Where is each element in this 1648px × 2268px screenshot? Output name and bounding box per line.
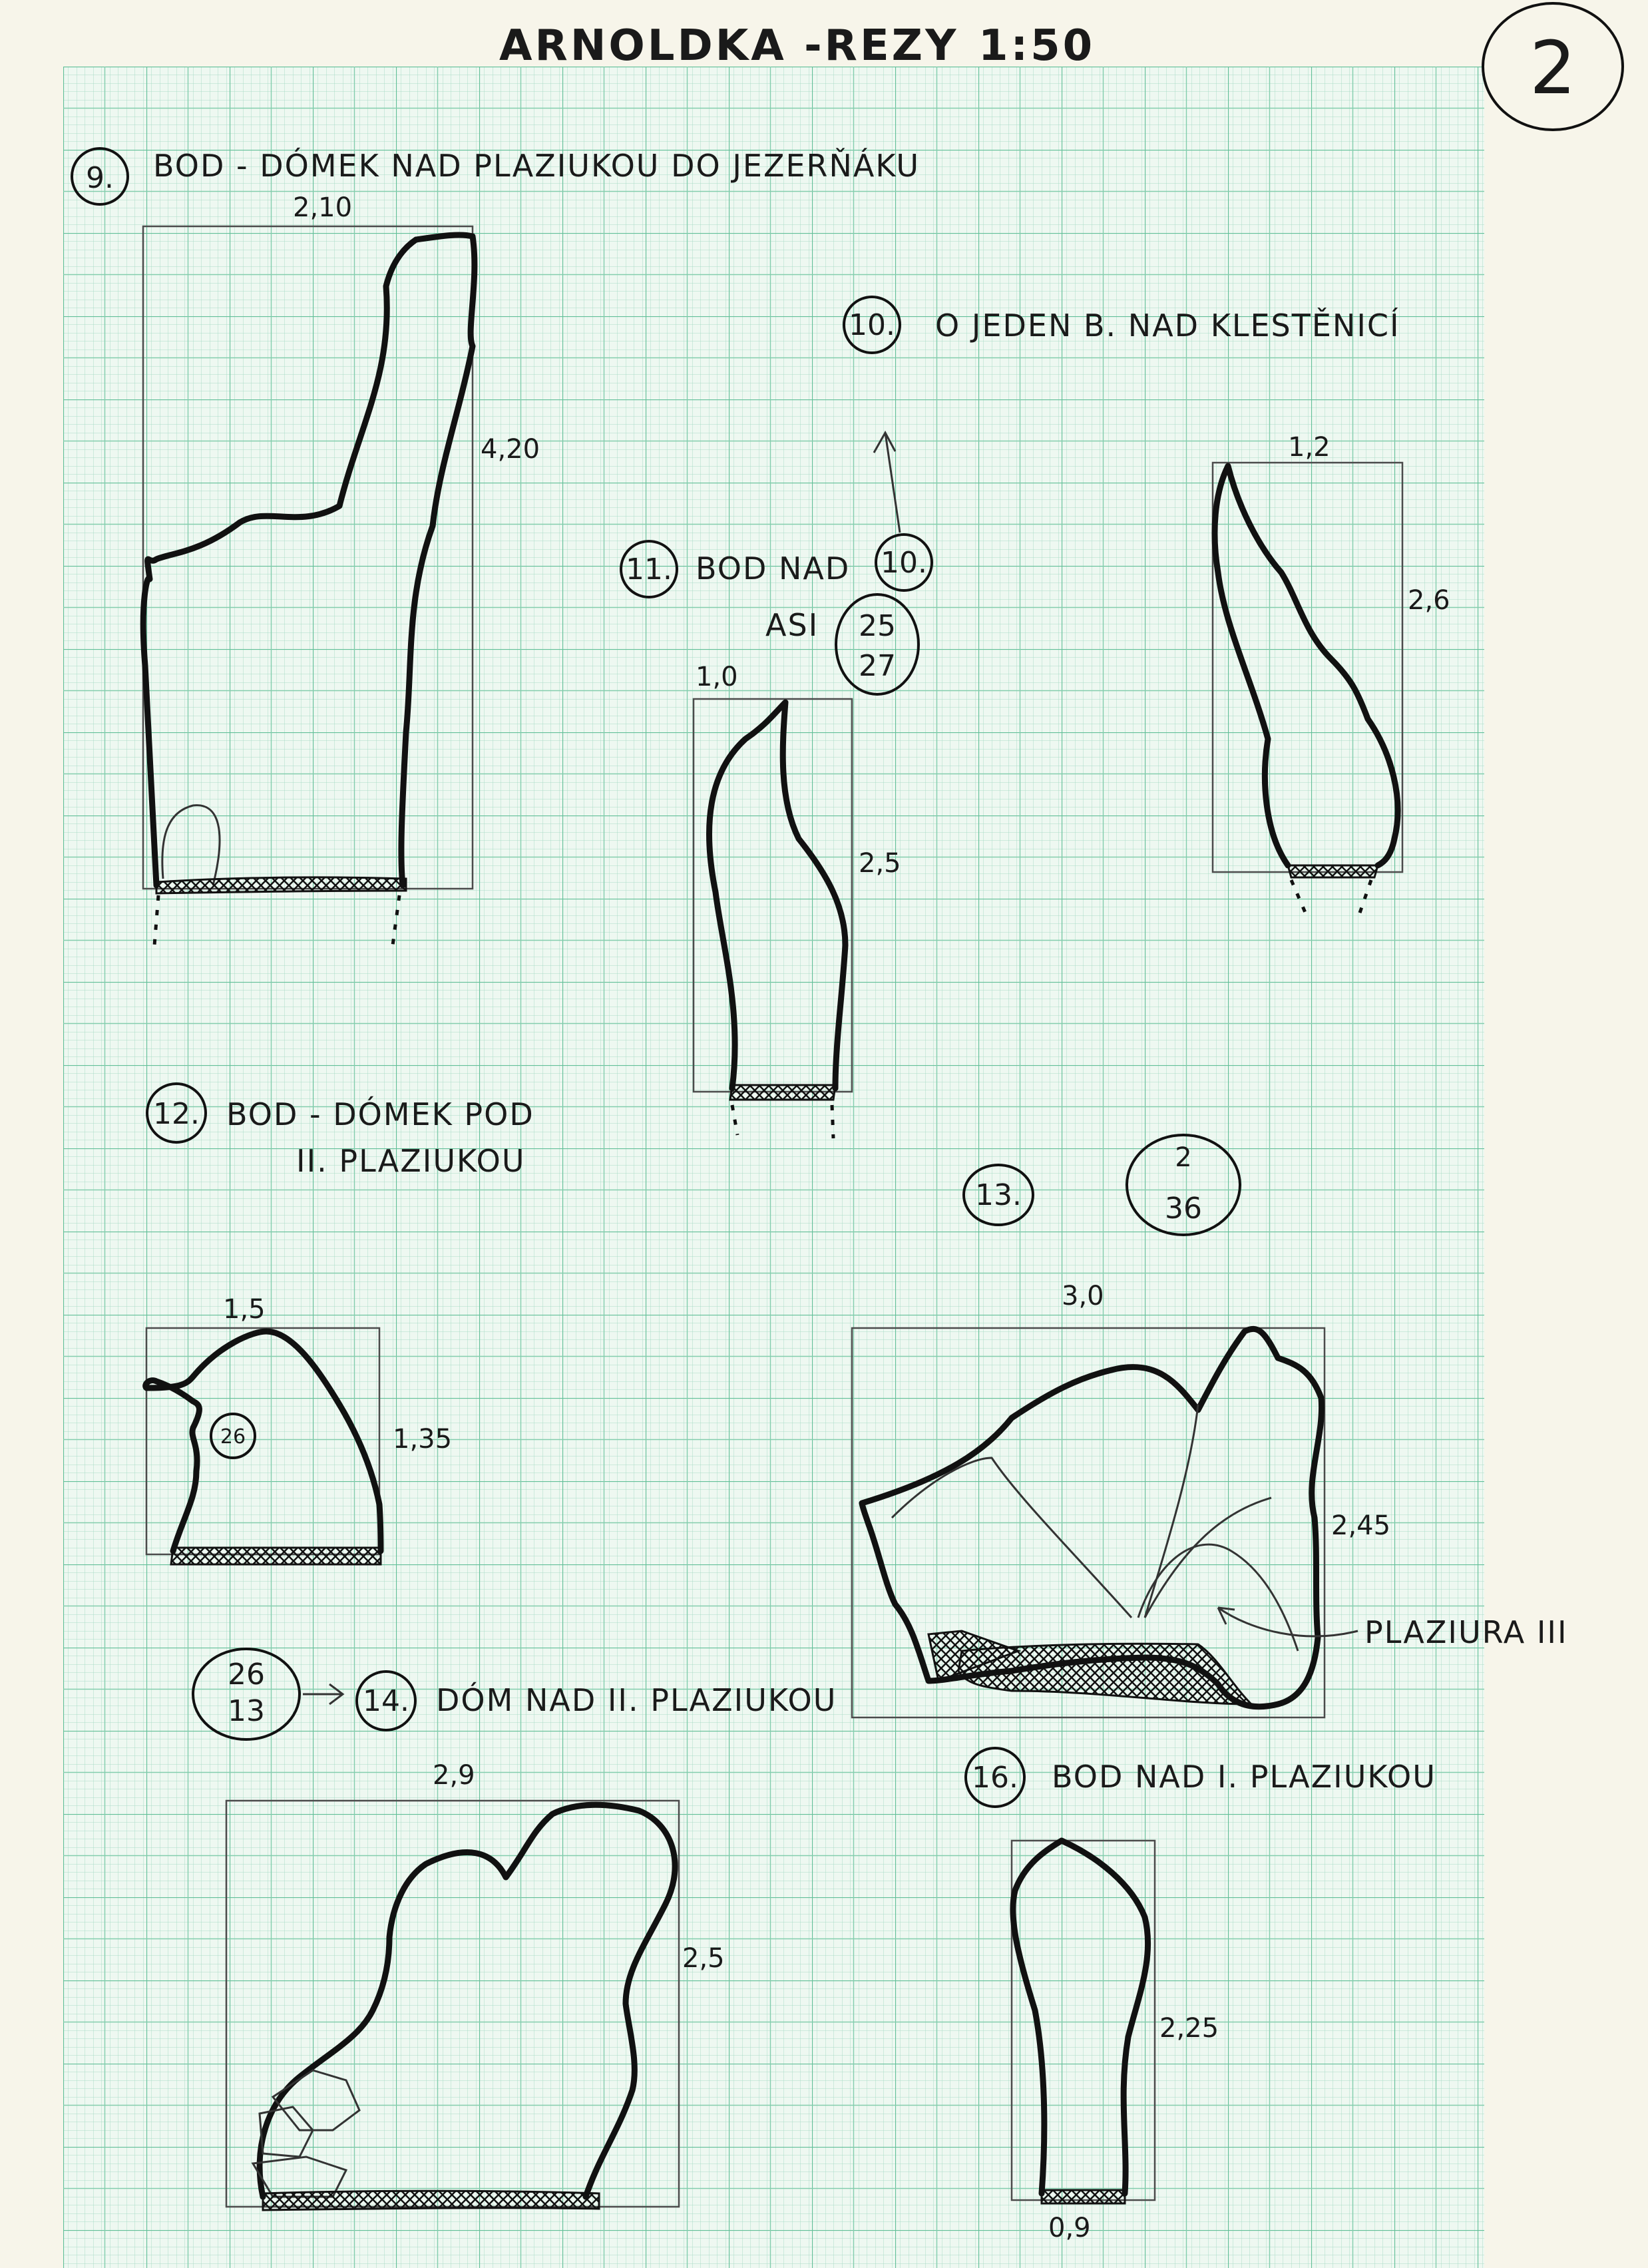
profile-12-height: 1,35 <box>393 1424 453 1455</box>
profile-16-height: 2,25 <box>1159 2013 1219 2044</box>
profile-9-floor <box>156 877 406 893</box>
profile-10-width: 1,2 <box>1288 432 1331 463</box>
profile-10-floor <box>1288 865 1378 877</box>
profile-12-caption-line1: BOD - DÓMEK POD <box>226 1096 534 1132</box>
profile-11-floor <box>730 1085 835 1100</box>
profile-10-caption: O JEDEN B. NAD KLESTĚNICÍ <box>935 308 1400 343</box>
profile-14-width: 2,9 <box>433 1760 475 1791</box>
profile-11-height: 2,5 <box>859 848 901 879</box>
profile-16-number: 16. <box>972 1761 1018 1795</box>
profile-12-floor <box>171 1548 381 1564</box>
profile-14-height: 2,5 <box>682 1943 725 1974</box>
profile-9-height: 4,20 <box>481 434 540 465</box>
profile-10-number: 10. <box>849 308 895 342</box>
profile-16-caption: BOD NAD I. PLAZIUKOU <box>1052 1759 1436 1795</box>
profile-9-number: 9. <box>86 161 114 195</box>
profile-12-width: 1,5 <box>223 1294 266 1325</box>
profile-11-ratio-bottom: 27 <box>859 649 896 683</box>
profile-14-floor <box>263 2191 599 2210</box>
profile-9-width: 2,10 <box>293 192 353 223</box>
profile-13-number: 13. <box>975 1178 1022 1212</box>
profile-11-caption: BOD NAD <box>696 551 851 586</box>
profile-13-width: 3,0 <box>1062 1281 1104 1311</box>
profile-14-number: 14. <box>363 1684 409 1718</box>
profile-12-mark: 26 <box>220 1425 246 1449</box>
page-number: 2 <box>1530 25 1576 111</box>
profile-11-number: 11. <box>626 553 672 586</box>
profile-16-bottom-width: 0,9 <box>1048 2213 1091 2243</box>
profile-14-ratio-top: 26 <box>228 1658 265 1692</box>
sheet-scale: 1:50 <box>978 21 1096 71</box>
profile-12-number: 12. <box>153 1097 200 1131</box>
profile-13-ratio-top: 2 <box>1175 1142 1192 1173</box>
profile-12-caption-line2: II. PLAZIUKOU <box>296 1143 526 1179</box>
profile-13-ratio-bottom: 36 <box>1165 1192 1202 1226</box>
grid <box>63 67 1484 2268</box>
profile-10-height: 2,6 <box>1408 585 1450 616</box>
profile-11-ref: 10. <box>881 546 927 580</box>
sheet-title: ARNOLDKA -REZY <box>499 21 959 71</box>
profile-14-caption: DÓM NAD II. PLAZIUKOU <box>436 1682 837 1718</box>
profile-11-ratio-top: 25 <box>859 609 896 643</box>
profile-16-floor <box>1042 2190 1125 2203</box>
profile-14-ratio-bottom: 13 <box>228 1694 265 1728</box>
profile-11-asi: ASI <box>765 607 819 643</box>
profile-13-annotation: PLAZIURA III <box>1364 1614 1568 1650</box>
profile-9-caption: BOD - DÓMEK NAD PLAZIUKOU DO JEZERŇÁKU <box>153 148 920 184</box>
profile-11-width: 1,0 <box>696 662 738 692</box>
profile-13-height: 2,45 <box>1331 1510 1391 1541</box>
